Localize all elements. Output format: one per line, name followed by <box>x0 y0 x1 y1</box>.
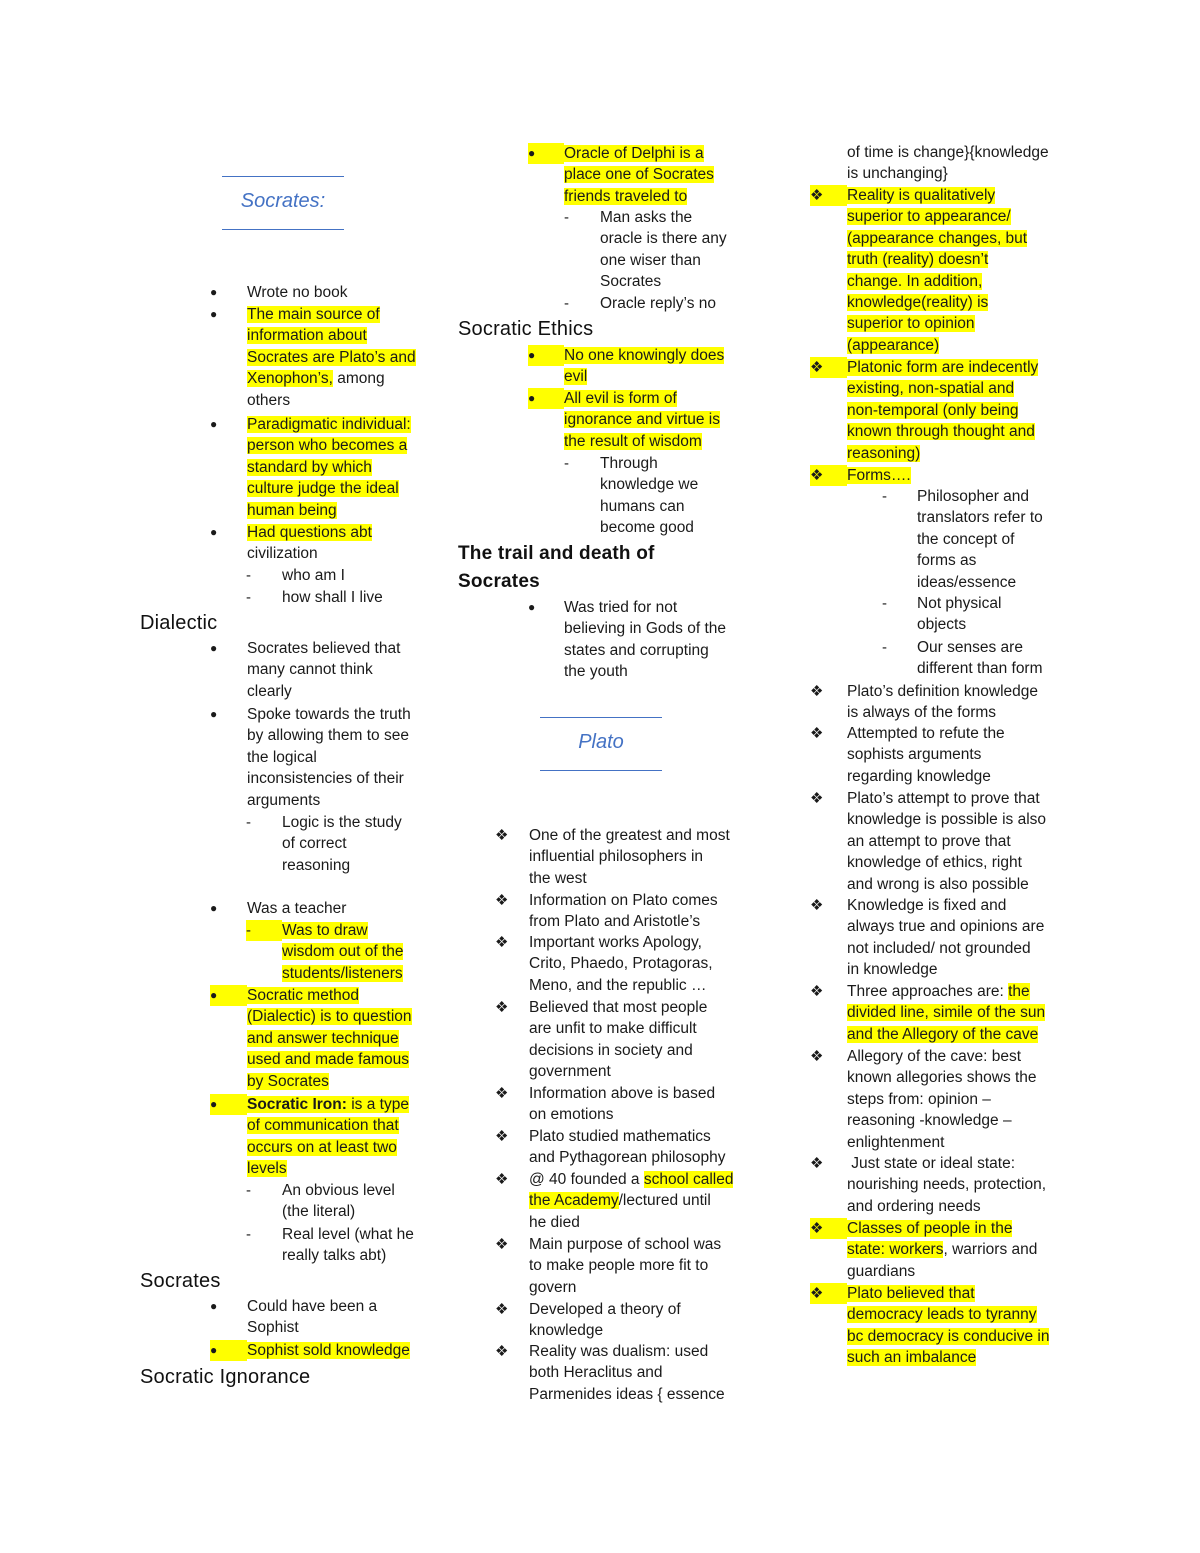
list-item: ● Was a teacher <box>140 898 440 919</box>
diamond-icon: ❖ <box>810 725 824 742</box>
list-item: ● Paradigmatic individual: person who becomes a standard by which culture judge the ideal human being <box>210 416 411 519</box>
plato-list-item: ❖ Information above is based on emotions <box>495 1085 716 1124</box>
plato-title-block <box>540 717 662 771</box>
diamond-icon: ❖ <box>495 827 509 844</box>
dash-icon: - <box>246 567 251 584</box>
dash-icon: - <box>882 639 887 656</box>
plato-list-item: ❖ Important works Apology, Crito, Phaedo, Protagoras, Meno, and the republic … <box>495 934 713 994</box>
plato-list-item: ❖ Developed a theory of knowledge <box>495 1301 681 1340</box>
diamond-icon: ❖ <box>495 892 509 909</box>
diamond-icon: ❖ <box>810 1218 847 1239</box>
sub-list-item: - Was to draw wisdom out of the students/listeners <box>246 922 404 982</box>
dash-icon: - <box>246 920 282 941</box>
dash-icon: - <box>246 589 251 606</box>
heading-socrates: Socrates <box>140 1270 221 1292</box>
list-item: ● The main source of information about Socrates are Plato’s and Xenophon’s, among others <box>210 306 416 409</box>
diamond-icon: ❖ <box>810 357 847 378</box>
list-item: ● Sophist sold knowledge <box>140 1340 440 1361</box>
sub-list-item: - how shall I live <box>140 587 440 608</box>
list-item: ❖ Plato’s attempt to prove that knowledge is possible is also an attempt to prove that knowledge of ethics, right and wrong is also possible <box>810 790 1047 893</box>
bullet-icon: ● <box>210 417 218 431</box>
diamond-icon: ❖ <box>495 1171 509 1188</box>
list-item: ● Was tried for not believing in Gods of the states and corrupting the youth <box>528 599 726 681</box>
diamond-icon: ❖ <box>495 1343 509 1360</box>
list-item: ❖ Reality is qualitatively superior to appearance/ (appearance changes, but truth (reality) doesn’t change. In addition, knowledge(reality) is superior to opinion (appearance) <box>810 187 1028 354</box>
socrates-title-block <box>222 176 344 230</box>
list-item: ● Oracle of Delphi is a place one of Socrates friends traveled to <box>528 145 714 205</box>
bullet-icon: ● <box>528 388 564 409</box>
bullet-icon: ● <box>210 985 247 1006</box>
diamond-icon: ❖ <box>810 465 847 486</box>
list-item: ● All evil is form of ignorance and virtue is the result of wisdom <box>528 390 720 450</box>
dash-icon: - <box>564 455 569 472</box>
sub-list-item: - Not physical objects <box>882 595 1002 634</box>
bullet-icon: ● <box>210 641 218 655</box>
diamond-icon: ❖ <box>810 790 824 807</box>
bullet-icon: ● <box>210 1299 218 1313</box>
diamond-icon: ❖ <box>495 1085 509 1102</box>
list-item: ● No one knowingly does evil <box>528 347 725 386</box>
sub-list-item: - who am I <box>140 565 440 586</box>
bullet-icon: ● <box>210 525 218 539</box>
bullet-icon: ● <box>210 707 218 721</box>
diamond-icon: ❖ <box>810 1048 824 1065</box>
diamond-icon: ❖ <box>810 897 824 914</box>
list-item: ● Could have been a Sophist <box>210 1298 378 1337</box>
list-item: ❖ Allegory of the cave: best known allegories shows the steps from: opinion – reasoning -knowledge – enlightenment <box>810 1048 1037 1151</box>
list-item: ❖ Just state or ideal state: nourishing needs, protection, and ordering needs <box>810 1155 1047 1215</box>
heading-socratic-ethics: Socratic Ethics <box>458 318 594 340</box>
diamond-icon: ❖ <box>495 1236 509 1253</box>
dash-icon: - <box>246 1226 251 1243</box>
continued-text: of time is change}{knowledge is unchanging} <box>847 144 1049 183</box>
list-item: ❖ Attempted to refute the sophists arguments regarding knowledge <box>810 725 1005 785</box>
diamond-icon: ❖ <box>810 983 824 1000</box>
plato-list-item: ❖ One of the greatest and most influential philosophers in the west <box>495 827 730 887</box>
sub-list-item: - An obvious level (the literal) <box>246 1182 395 1221</box>
title-rule-top <box>540 717 662 718</box>
diamond-icon: ❖ <box>810 1283 847 1304</box>
list-item: ● Spoke towards the truth by allowing them to see the logical inconsistencies of their arguments <box>210 706 411 809</box>
heading-dialectic: Dialectic <box>140 612 218 634</box>
list-item: ● Socratic Iron: is a type of communication that occurs on at least two levels <box>210 1096 409 1178</box>
section-title: Socrates: <box>240 190 326 212</box>
bullet-icon: ● <box>210 1094 247 1115</box>
plato-list-item: ❖ Plato studied mathematics and Pythagorean philosophy <box>495 1128 726 1167</box>
list-item: ❖ Forms…. <box>810 465 1080 486</box>
diamond-icon: ❖ <box>810 1155 824 1172</box>
list-item: ● Had questions abt civilization <box>210 524 372 563</box>
diamond-icon: ❖ <box>810 683 824 700</box>
sub-list-item: - Our senses are different than form <box>882 639 1043 678</box>
bullet-icon: ● <box>210 1340 247 1361</box>
dash-icon: - <box>564 209 569 226</box>
dash-icon: - <box>246 1182 251 1199</box>
plato-list-item: ❖ Reality was dualism: used both Heraclitus and Parmenides ideas { essence <box>495 1343 725 1403</box>
heading-socratic-ignorance: Socratic Ignorance <box>140 1366 311 1388</box>
dash-icon: - <box>564 295 569 312</box>
sub-list-item: - Real level (what he really talks abt) <box>246 1226 414 1265</box>
bullet-icon: ● <box>528 143 564 164</box>
diamond-icon: ❖ <box>495 1301 509 1318</box>
bullet-icon: ● <box>210 901 218 915</box>
title-rule-bottom <box>540 770 662 771</box>
plato-list-item: ❖ @ 40 founded a school called the Academy/lectured until he died <box>495 1171 734 1231</box>
diamond-icon: ❖ <box>495 934 509 951</box>
sub-list-item: - Oracle reply’s no <box>458 293 758 314</box>
list-item: ● Wrote no book <box>140 282 440 303</box>
heading-trial: The trail and death of Socrates <box>458 543 655 592</box>
list-item: ❖ Knowledge is fixed and always true and opinions are not included/ not grounded in knowledge <box>810 897 1045 979</box>
list-item: ❖ Plato believed that democracy leads to tyranny bc democracy is conducive in such an imbalance <box>810 1285 1050 1367</box>
section-title: Plato <box>578 731 624 753</box>
dash-icon: - <box>882 595 887 612</box>
plato-list-item: ❖ Main purpose of school was to make people more fit to govern <box>495 1236 722 1296</box>
sub-list-item: - Through knowledge we humans can become good <box>564 455 699 537</box>
bullet-icon: ● <box>210 285 218 299</box>
title-rule-top <box>222 176 344 177</box>
list-item: ❖ Plato’s definition knowledge is always of the forms <box>810 683 1039 722</box>
list-item: ❖ Classes of people in the state: workers, warriors and guardians <box>810 1220 1038 1280</box>
title-rule-bottom <box>222 229 344 230</box>
dash-icon: - <box>882 488 887 505</box>
list-item: ❖ Platonic form are indecently existing, non-spatial and non-temporal (only being known through thought and reasoning) <box>810 359 1039 462</box>
diamond-icon: ❖ <box>495 1128 509 1145</box>
sub-list-item: - Man asks the oracle is there any one wiser than Socrates <box>564 209 727 291</box>
list-item: ● Socrates believed that many cannot think clearly <box>210 640 401 700</box>
diamond-icon: ❖ <box>810 185 847 206</box>
bullet-icon: ● <box>528 345 564 366</box>
plato-list-item: ❖ Believed that most people are unfit to make difficult decisions in society and government <box>495 999 708 1081</box>
diamond-icon: ❖ <box>495 999 509 1016</box>
bullet-icon: ● <box>528 600 536 614</box>
list-item: ❖ Three approaches are: the divided line, simile of the sun and the Allegory of the cave <box>810 983 1046 1043</box>
list-item: ● Socratic method (Dialectic) is to question and answer technique used and made famous by Socrates <box>210 987 412 1090</box>
sub-list-item: - Logic is the study of correct reasoning <box>246 814 402 874</box>
bullet-icon: ● <box>210 307 218 321</box>
plato-list-item: ❖ Information on Plato comes from Plato and Aristotle’s <box>495 892 718 931</box>
sub-list-item: - Philosopher and translators refer to the concept of forms as ideas/essence <box>882 488 1043 591</box>
dash-icon: - <box>246 814 251 831</box>
